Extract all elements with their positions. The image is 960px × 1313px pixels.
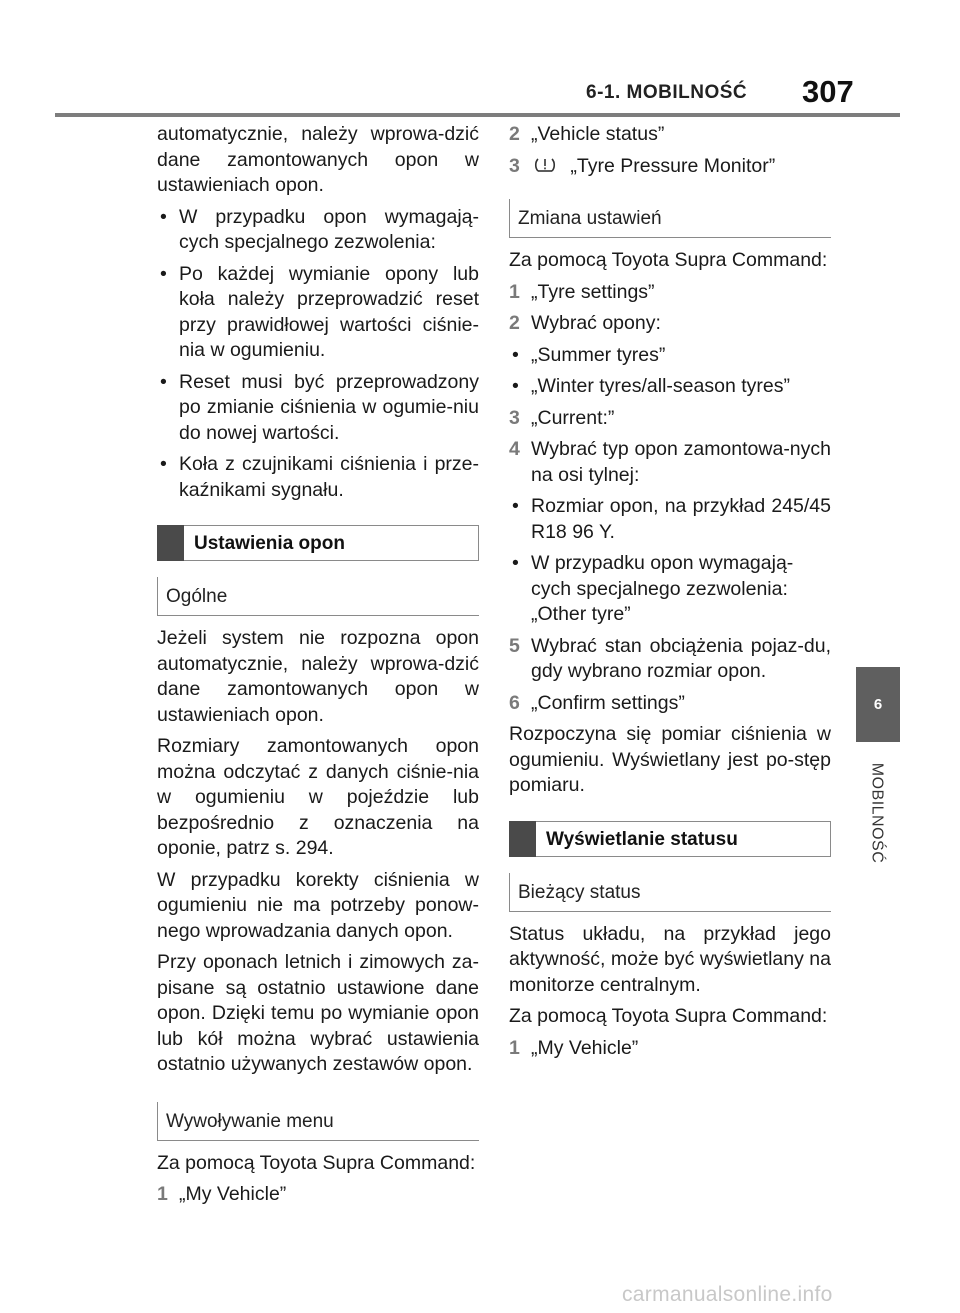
chapter-label	[862, 758, 890, 868]
watermark: carmanualsonline.info	[622, 1283, 833, 1306]
paragraph: Jeżeli system nie rozpozna opon automatycznie, należy wprowa-dzić dane zamontowanych opon w ustawieniach opon.	[157, 627, 479, 726]
step-number: 1	[509, 1036, 520, 1059]
command-intro: Za pomocą Toyota Supra Command:	[157, 1151, 476, 1174]
step-number: 1	[157, 1183, 168, 1205]
subheading-text: Bieżący status	[518, 881, 641, 903]
bullet-item: • Po każdej wymianie opony lub koła należy przeprowadzić reset przy prawidłowej wartości ciśnie-nia w ogumieniu.	[157, 262, 479, 364]
bullet-item: • W przypadku opon wymagają-cych specjalnego zezwolenia: „Other tyre”	[509, 551, 831, 628]
page-header	[0, 0, 960, 120]
bullet-item: • Reset musi być przeprowadzony po zmianie ciśnienia w ogumie-niu do nowej wartości.	[157, 370, 479, 447]
left-column	[157, 122, 479, 1214]
step-item	[509, 311, 831, 337]
step-number: 3	[509, 406, 520, 429]
step-item	[509, 691, 831, 717]
subheading-current-status	[509, 873, 831, 912]
paragraph: Rozpoczyna się pomiar ciśnienia w ogumieniu. Wyświetlany jest po-stęp pomiaru.	[509, 723, 831, 796]
heading-text: Ustawienia opon	[194, 533, 345, 554]
paragraph: Przy oponach letnich i zimowych za-pisane są ostatnio ustawione dane opon. Dzięki temu po wymianie opon lub kół można wybrać ustawienia ostatnio używanych zestawów opon.	[157, 951, 479, 1075]
step-item	[509, 634, 831, 685]
step-number: 5	[509, 634, 520, 657]
step-text: „My Vehicle”	[179, 1183, 287, 1205]
step-number: 3	[509, 154, 520, 177]
step-number: 6	[509, 691, 520, 714]
step-number: 4	[509, 438, 520, 460]
step-text: „Tyre Pressure Monitor”	[570, 154, 776, 177]
step-item	[157, 1182, 479, 1208]
subheading-general	[157, 577, 479, 616]
paragraph: W przypadku korekty ciśnienia w ogumieniu nie ma potrzeby ponow-nego wprowadzania danych opon.	[157, 868, 479, 942]
step-text: Wybrać stan obciążenia pojaz-du, gdy wybrano rozmiar opon.	[531, 634, 831, 682]
header-rule	[55, 113, 900, 117]
tyre-pressure-icon	[533, 156, 557, 174]
step-text: Wybrać typ opon zamontowa-nych na osi tylnej:	[531, 438, 831, 486]
subheading-menu	[157, 1102, 479, 1141]
paragraph: Rozmiary zamontowanych opon można odczytać z danych ciśnie-nia w ogumieniu w pojeździe lub bezpośrednio z oznaczenia na oponie, patrz s. 294.	[157, 735, 479, 859]
heading-tyre-settings	[157, 525, 479, 561]
right-column	[509, 122, 831, 1067]
bullet-item: • Rozmiar opon, na przykład 245/45 R18 96 Y.	[509, 494, 831, 545]
chapter-number: 6	[873, 696, 883, 713]
step-number: 2	[509, 123, 520, 145]
heading-text: Wyświetlanie statusu	[546, 828, 738, 850]
step-number: 1	[509, 280, 520, 303]
bullet-item: • Koła z czujnikami ciśnienia i prze-kaźnikami sygnału.	[157, 452, 479, 503]
step-item	[509, 122, 831, 148]
bullet-item: • W przypadku opon wymagają-cych specjalnego zezwolenia:	[157, 205, 479, 256]
heading-status-display	[509, 821, 831, 857]
command-intro: Za pomocą Toyota Supra Command:	[509, 249, 828, 271]
heading-bar	[157, 525, 184, 561]
subheading-text: Ogólne	[166, 586, 228, 607]
step-item	[509, 280, 831, 306]
command-intro: Za pomocą Toyota Supra Command:	[509, 1005, 828, 1027]
step-text: Wybrać opony:	[531, 312, 661, 334]
heading-bar	[509, 821, 536, 857]
subheading-text: Zmiana ustawień	[518, 208, 662, 229]
chapter-tab	[856, 667, 900, 742]
page-number: 307	[802, 74, 854, 109]
step-item	[509, 154, 831, 180]
paragraph: Status układu, na przykład jego aktywność, może być wyświetlany na monitorze centralnym.	[509, 922, 831, 996]
step-text: „Vehicle status”	[531, 123, 665, 145]
chapter-label-text: MOBILNOŚĆ	[868, 762, 886, 864]
step-item	[509, 1036, 831, 1062]
subheading-text: Wywoływanie menu	[166, 1110, 334, 1132]
subheading-change-settings	[509, 199, 831, 238]
step-text: „Current:”	[531, 406, 615, 429]
intro-paragraph: automatycznie, należy wprowa-dzić dane zamontowanych opon w ustawieniach opon.	[157, 123, 479, 196]
step-item	[509, 437, 831, 488]
bullet-item: • „Summer tyres”	[509, 343, 831, 369]
step-text: „My Vehicle”	[531, 1036, 639, 1059]
bullet-item: • „Winter tyres/all-season tyres”	[509, 374, 831, 400]
step-text: „Confirm settings”	[531, 691, 685, 714]
step-item	[509, 406, 831, 432]
step-number: 2	[509, 312, 520, 334]
section-title: 6-1. MOBILNOŚĆ	[586, 82, 748, 103]
step-text: „Tyre settings”	[531, 280, 655, 303]
